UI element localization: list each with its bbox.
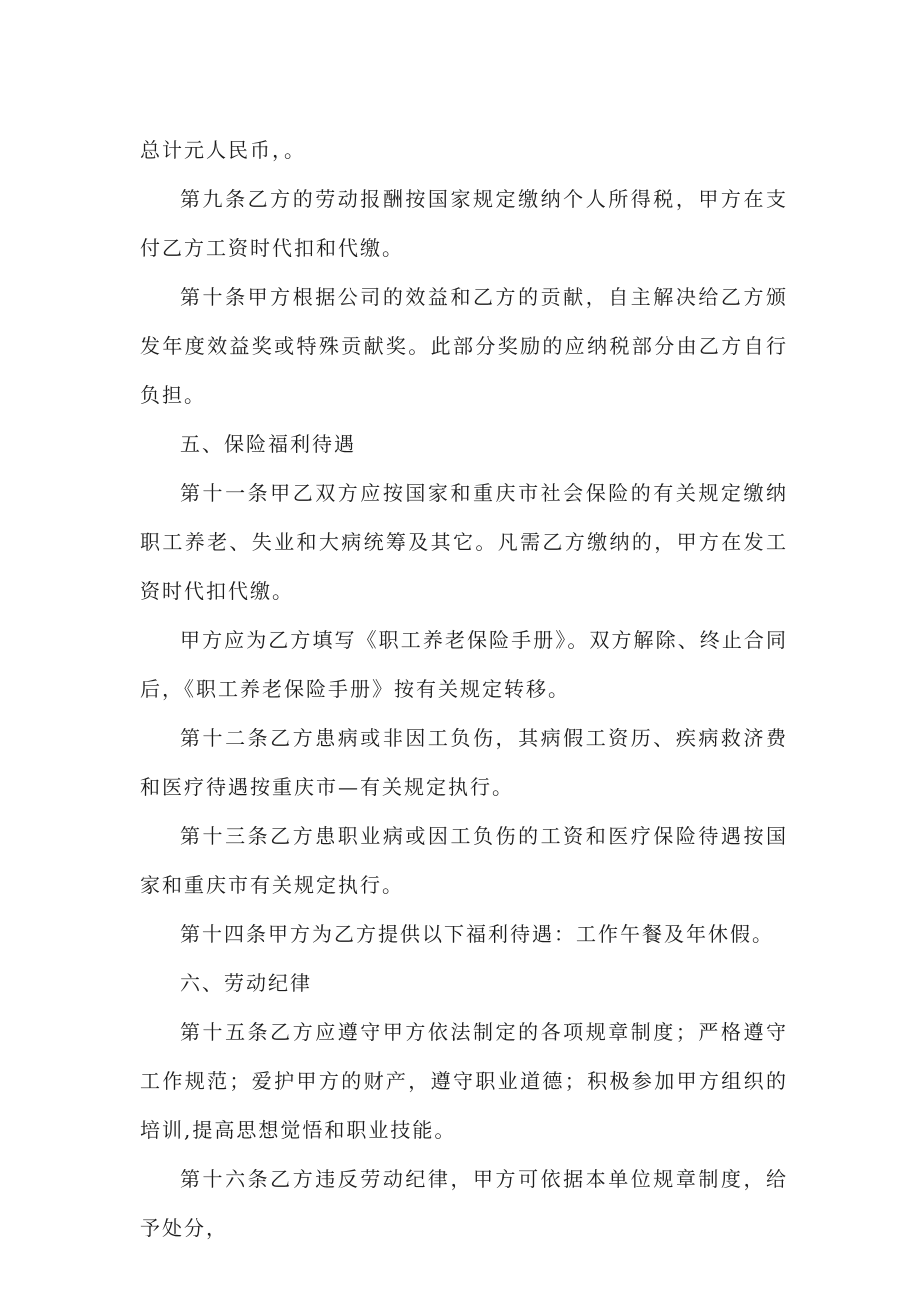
paragraph-article-10: 第十条甲方根据公司的效益和乙方的贡献，自主解决给乙方颁发年度效益奖或特殊贡献奖。此部分奖励的应纳税部分由乙方自行负担。 (140, 285, 788, 407)
paragraph-article-14: 第十四条甲方为乙方提供以下福利待遇：工作午餐及年休假。 (180, 922, 774, 946)
document-body (140, 126, 788, 1253)
paragraph-article-11: 第十一条甲乙双方应按国家和重庆市社会保险的有关规定缴纳职工养老、失业和大病统筹及其它。凡需乙方缴纳的，甲方在发工资时代扣代缴。 (140, 481, 788, 603)
paragraph-article-9: 第九条乙方的劳动报酬按国家规定缴纳个人所得税，甲方在支付乙方工资时代扣和代缴。 (140, 187, 788, 260)
paragraph-article-16: 第十六条乙方违反劳动纪律，甲方可依据本单位规章制度，给予处分， (140, 1167, 788, 1240)
section-heading-labor-discipline: 六、劳动纪律 (180, 971, 312, 995)
paragraph-article-13: 第十三条乙方患职业病或因工负伤的工资和医疗保险待遇按国家和重庆市有关规定执行。 (140, 824, 788, 897)
paragraph-pension-handbook: 甲方应为乙方填写《职工养老保险手册》。双方解除、终止合同后，《职工养老保险手册》按有关规定转移。 (140, 628, 788, 701)
section-heading-insurance-welfare: 五、保险福利待遇 (180, 432, 356, 456)
paragraph-article-15: 第十五条乙方应遵守甲方依法制定的各项规章制度；严格遵守工作规范；爱护甲方的财产，遵守职业道德；积极参加甲方组织的培训,提高思想觉悟和职业技能。 (140, 1020, 788, 1142)
paragraph-article-12: 第十二条乙方患病或非因工负伤，其病假工资历、疾病救济费和医疗待遇按重庆市—有关规定执行。 (140, 726, 788, 799)
paragraph-total-amount: 总计元人民币，。 (140, 138, 306, 162)
